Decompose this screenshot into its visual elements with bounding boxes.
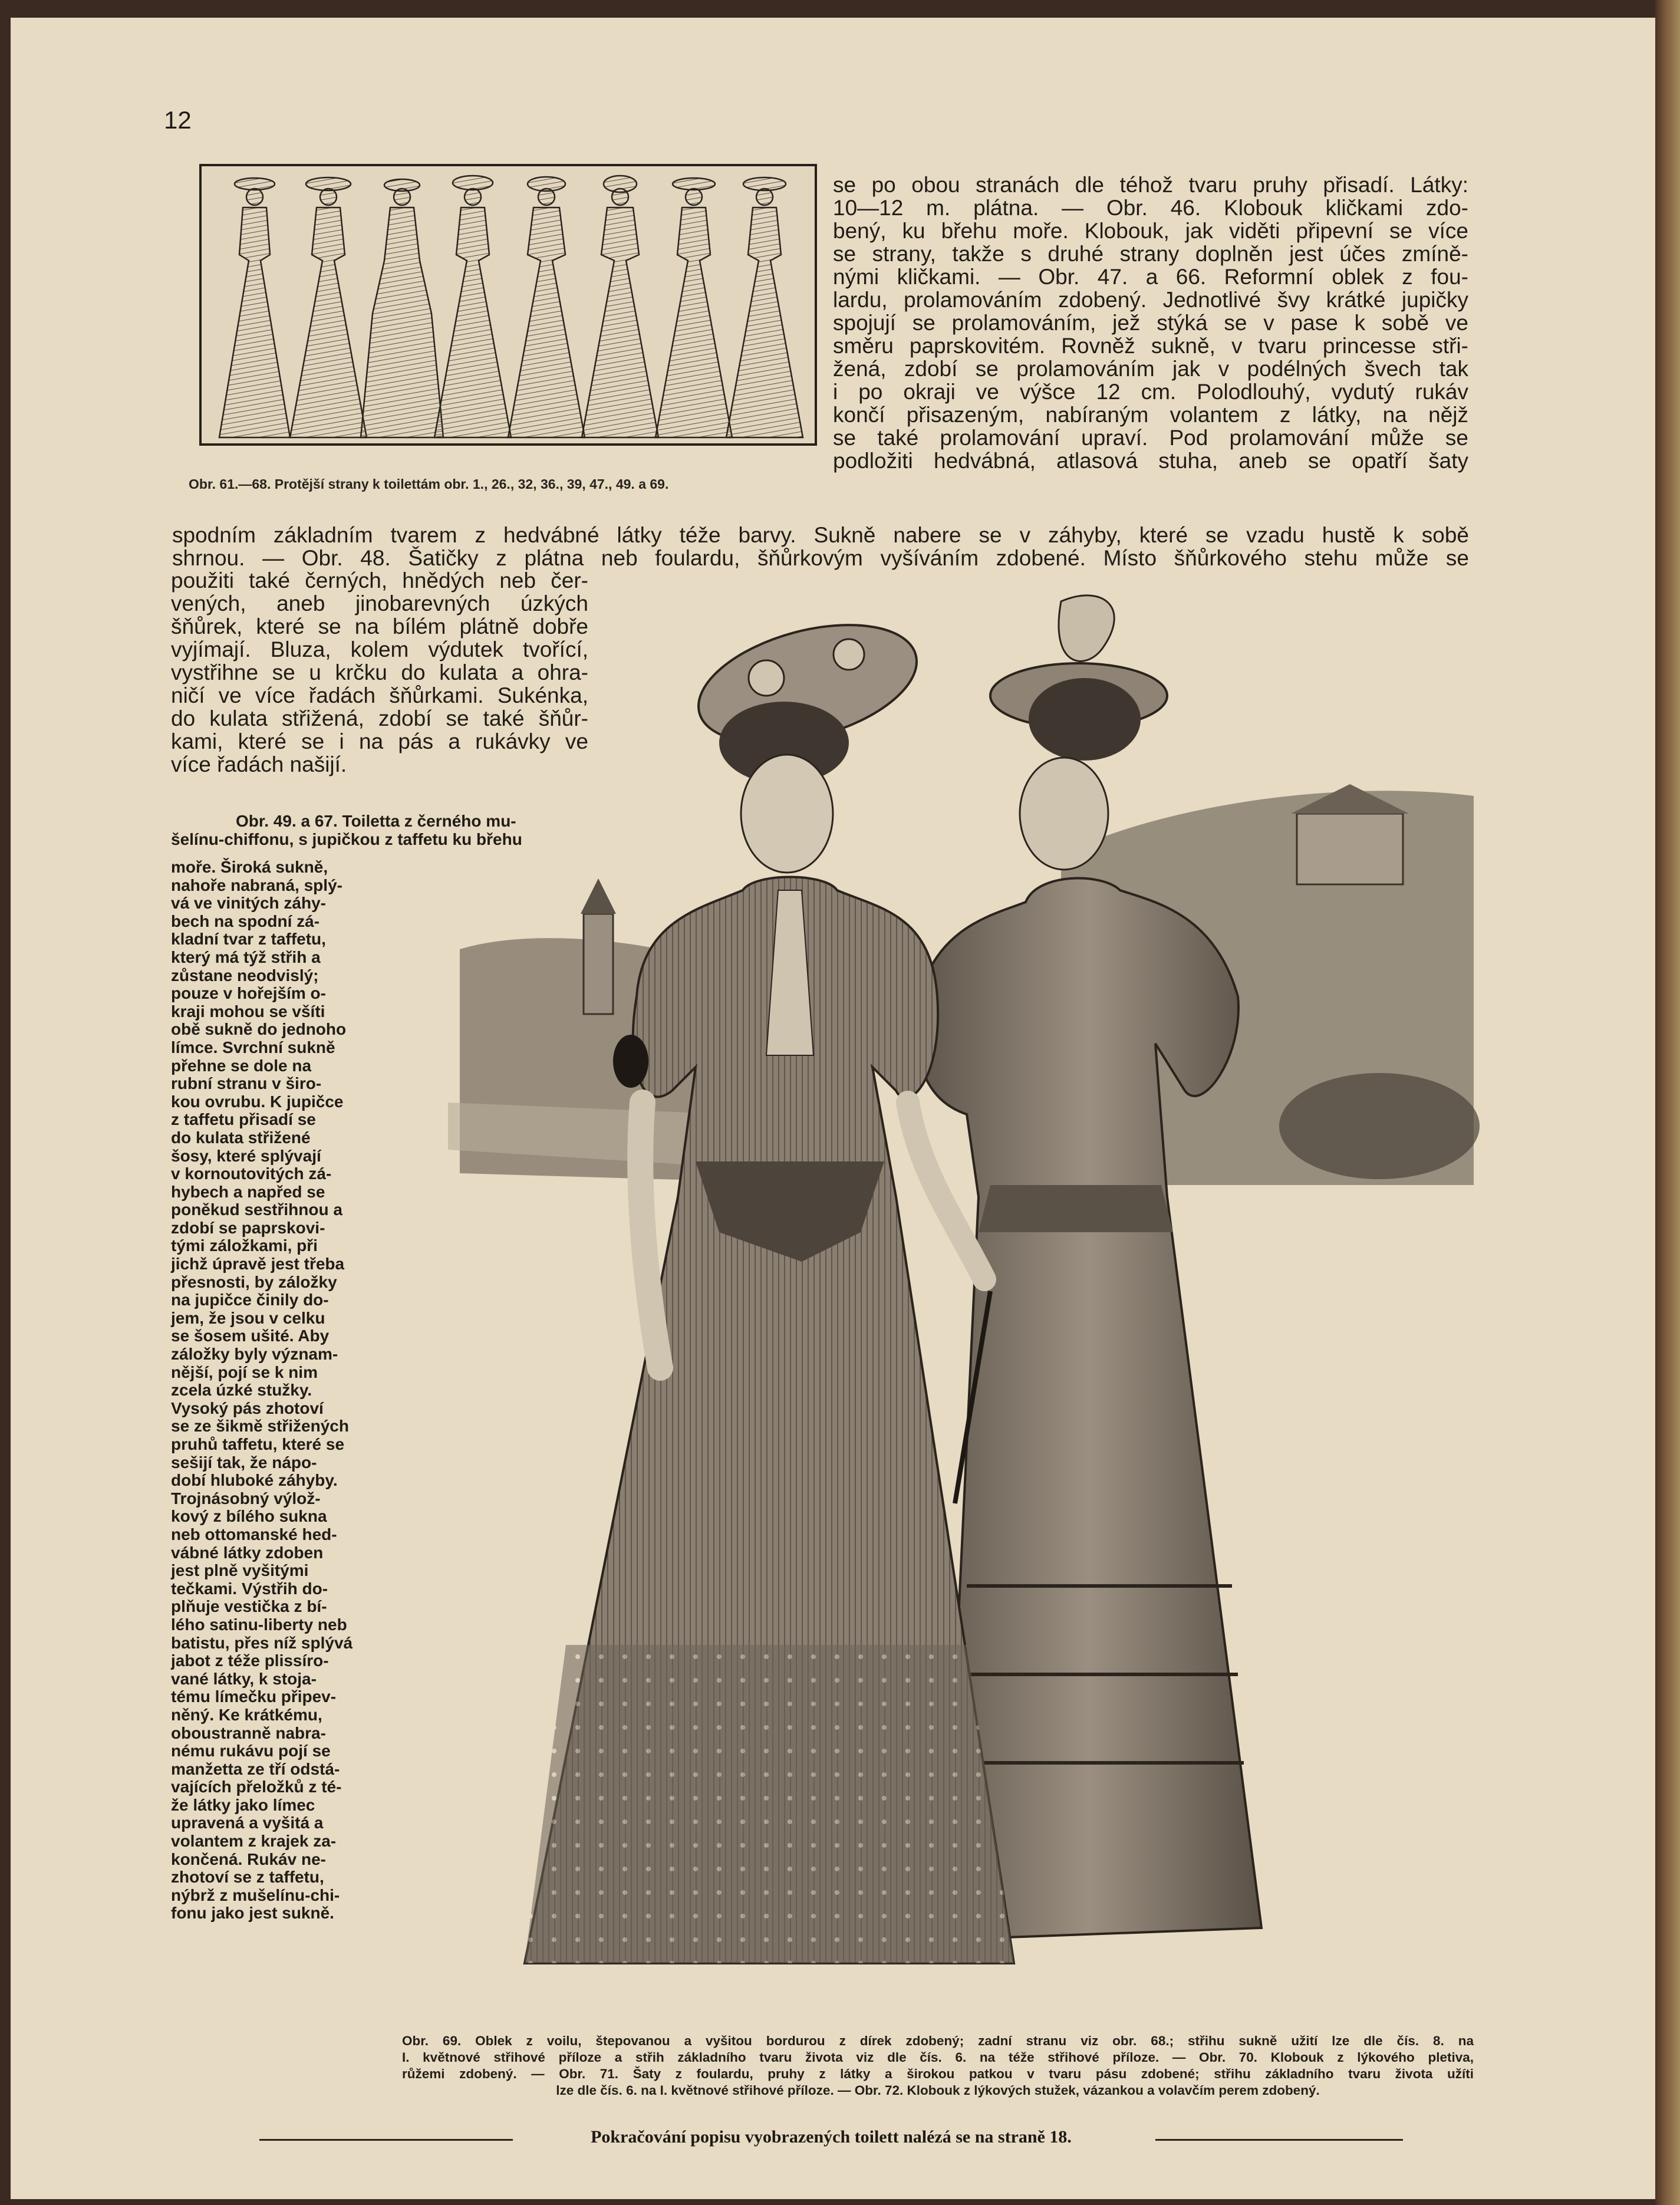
text-line: kraji mohou se všíti: [171, 1002, 325, 1021]
text-line: vá ve vinitých záhy-: [171, 894, 327, 913]
text-line: fonu jako jest sukně.: [171, 1904, 334, 1923]
text-line: poněkud sestřihnou a: [171, 1200, 342, 1219]
top-figure-caption: Obr. 61.—68. Protější strany k toilettám obr. 1., 26., 32, 36., 39, 47., 49. a 69.: [189, 476, 669, 492]
text-line: bech na spodní zá-: [171, 911, 320, 930]
page-edge: [1655, 0, 1680, 2205]
text-line: jest plně vyšitými: [171, 1561, 309, 1580]
text-line: zcela úzké stužky.: [171, 1381, 312, 1400]
text-line: kou ovrubu. K jupičce: [171, 1092, 344, 1111]
text-line: vených, aneb jinobarevných úzkých: [171, 591, 588, 616]
caption-line: růžemi zdobený. — Obr. 71. Šaty z foulardu, pruhy z látky a širokou patkou v tvaru pásu zdobené; střihu základního tvaru života užíti: [402, 2066, 1474, 2081]
text-line: se také prolamování upraví. Pod prolamování může se: [833, 426, 1468, 450]
text-line: se šosem ušité. Aby: [171, 1327, 330, 1345]
text-line: vané látky, k stoja-: [171, 1669, 317, 1688]
text-line: použiti také černých, hnědých neb čer-: [171, 568, 588, 593]
text-line: neb ottomanské hed-: [171, 1525, 337, 1544]
text-line: do kulata střižené: [171, 1128, 311, 1147]
text-line: jem, že jsou v celku: [171, 1308, 325, 1327]
bush: [1279, 1073, 1480, 1179]
text-line: nahoře nabraná, splý-: [171, 876, 342, 894]
two-ladies-illustration: [448, 584, 1485, 1987]
text-line: spojují se prolamováním, jež stýká se v pase k sobě ve: [833, 311, 1468, 335]
right-rule: [1155, 2139, 1403, 2141]
fashion-plate-engraving: [448, 584, 1485, 1987]
text-line: vajících přeložků z té-: [171, 1778, 342, 1796]
text-line: který má týž střih a: [171, 947, 321, 966]
text-line: na jupičce činily do-: [171, 1291, 329, 1309]
eight-figures-engraving: [202, 166, 815, 443]
text-line: vábné látky zdoben: [171, 1543, 324, 1562]
text-line: končí přisazeným, nabíraným volantem z látky, na nějž: [833, 403, 1468, 427]
text-line: bený, ku břehu moře. Klobouk, jak viděti připevní se více: [833, 219, 1468, 243]
text-line: záložky byly význam-: [171, 1345, 338, 1364]
text-line: tému límečku připev-: [171, 1687, 337, 1706]
full-width-line: spodním základním tvarem z hedvábné látky téže barvy. Sukně nabere se v záhyby, které se vzadu hustě k sobě: [172, 523, 1469, 547]
text-line: přehne se dole na: [171, 1056, 312, 1075]
text-line: pruhů taffetu, které se: [171, 1435, 345, 1453]
text-line: rubní stranu v širo-: [171, 1074, 322, 1093]
continuation-note: [259, 2127, 1403, 2151]
text-line: kladní tvar z taffetu,: [171, 930, 326, 949]
text-line: šelínu-chiffonu, s jupičkou z taffetu ku břehu: [171, 830, 522, 848]
text-line: sešijí tak, že nápo-: [171, 1453, 317, 1472]
caption-line: Obr. 69. Oblek z voilu, štepovanou a vyšitou bordurou z dírek zdobený; zadní stranu viz obr. 68.; střihu sukně užití lze dle čís. 8. na: [402, 2033, 1474, 2048]
text-line: podložiti hedvábná, atlasová stuha, aneb se opatří šaty: [833, 449, 1468, 473]
text-line: šosy, které splývají: [171, 1146, 321, 1165]
text-line: přesnosti, by záložky: [171, 1272, 337, 1291]
text-line: dobí hluboké záhyby.: [171, 1471, 338, 1490]
text-line: moře. Široká sukně,: [171, 858, 328, 876]
text-line: zůstane neodvislý;: [171, 966, 319, 985]
page-number: 12: [164, 106, 192, 134]
text-line: nému rukávu pojí se: [171, 1742, 331, 1760]
text-line: límce. Svrchní sukně: [171, 1038, 335, 1057]
text-line: se ze šikmě střižených: [171, 1417, 349, 1436]
text-line: 10—12 m. plátna. — Obr. 46. Klobouk kličkami zdo-: [833, 196, 1468, 220]
text-line: něný. Ke krátkému,: [171, 1705, 322, 1724]
text-line: že látky jako límec: [171, 1795, 315, 1814]
text-line: vystřihne se u krčku do kulata a ohra-: [171, 660, 588, 684]
text-line: hybech a napřed se: [171, 1182, 325, 1201]
text-line: vyjímají. Bluza, kolem výdutek tvořící,: [171, 637, 588, 662]
left-lady-figure: [525, 604, 1014, 1963]
text-line: kový z bílého sukna: [171, 1507, 327, 1526]
text-line: plňuje vestička z bí-: [171, 1597, 327, 1616]
text-line: v kornoutovitých zá-: [171, 1164, 332, 1183]
text-line: obě sukně do jednoho: [171, 1020, 347, 1039]
text-line: pouze v hořejším o-: [171, 984, 326, 1003]
church-tower: [584, 914, 613, 1014]
text-line: tými záložkami, při: [171, 1236, 318, 1255]
text-line: končená. Rukáv ne-: [171, 1849, 326, 1868]
text-line: lardu, prolamováním zdobený. Jednotlivé švy krátké jupičky: [833, 288, 1468, 312]
text-line: oboustranně nabra-: [171, 1723, 326, 1742]
text-line: Vysoký pás zhotoví: [171, 1398, 324, 1417]
text-line: lého satinu-liberty neb: [171, 1615, 347, 1634]
text-line: batistu, přes níž splývá: [171, 1633, 353, 1652]
text-line: nější, pojí se k nim: [171, 1363, 318, 1381]
text-line: volantem z krajek za-: [171, 1832, 337, 1851]
full-width-line: shrnou. — Obr. 48. Šatičky z plátna neb foulardu, šňůrkovým vyšíváním zdobené. Místo šňůrkového stehu může se: [172, 546, 1469, 570]
text-line: směru paprskovitém. Rovněž sukně, v tvaru princesse stři-: [833, 334, 1468, 358]
caption-line: lze dle čís. 6. na I. květnové střihové příloze. — Obr. 72. Klobouk z lýkových stužek, vázankou a volavčím perem zdobený.: [556, 2083, 1320, 2098]
text-line: z taffetu přisadí se: [171, 1110, 316, 1129]
text-line: šňůrek, které se na bílém plátně dobře: [171, 614, 588, 639]
text-line: nýbrž z mušelínu-chi-: [171, 1885, 340, 1904]
right-column-text: [833, 173, 1468, 472]
villa: [1297, 814, 1403, 884]
text-line: Obr. 49. a 67. Toiletta z černého mu-: [236, 812, 516, 830]
text-line: upravená a vyšitá a: [171, 1814, 324, 1832]
text-line: žená, zdobí se prolamováním jak v podélných švech tak: [833, 357, 1468, 381]
caption-line: I. květnové střihové příloze a střih základního tvaru života viz dle čís. 6. na téže střihové příloze. — Obr. 70. Klobouk z lýkového pletiva,: [402, 2050, 1474, 2065]
main-figure-caption: [402, 2033, 1474, 2099]
text-line: tečkami. Výstřih do-: [171, 1579, 328, 1598]
text-line: kami, které se i na pás a rukávky ve: [171, 729, 588, 753]
text-line: ničí ve více řadách šňůrkami. Sukénka,: [171, 683, 588, 707]
text-line: jabot z téže plissíro-: [171, 1651, 329, 1670]
text-line: do kulata střižená, zdobí se také šňůr-: [171, 706, 588, 730]
left-rule: [259, 2139, 513, 2141]
text-line: i po okraji ve výšce 12 cm. Polodlouhý, vydutý rukáv: [833, 380, 1468, 404]
text-line: manžetta ze tří odstá-: [171, 1759, 340, 1778]
text-line: Trojnásobný výlož-: [171, 1489, 321, 1508]
back-views-illustration: [199, 164, 817, 446]
narrow-column-text: [171, 858, 371, 1923]
text-line: zhotoví se z taffetu,: [171, 1868, 324, 1887]
continuation-text: Pokračování popisu vyobrazených toilett nalézá se na straně 18.: [591, 2127, 1072, 2147]
text-line: nými kličkami. — Obr. 47. a 66. Reformní oblek z fou-: [833, 265, 1468, 289]
text-line: více řadách našijí.: [171, 752, 347, 776]
text-line: se strany, takže s druhé strany doplněn jest účes zmíně-: [833, 242, 1468, 266]
text-line: zdobí se paprskovi-: [171, 1218, 325, 1237]
text-line: jichž úpravě jest třeba: [171, 1255, 345, 1273]
text-line: se po obou stranách dle téhož tvaru pruhy přisadí. Látky:: [833, 173, 1468, 197]
